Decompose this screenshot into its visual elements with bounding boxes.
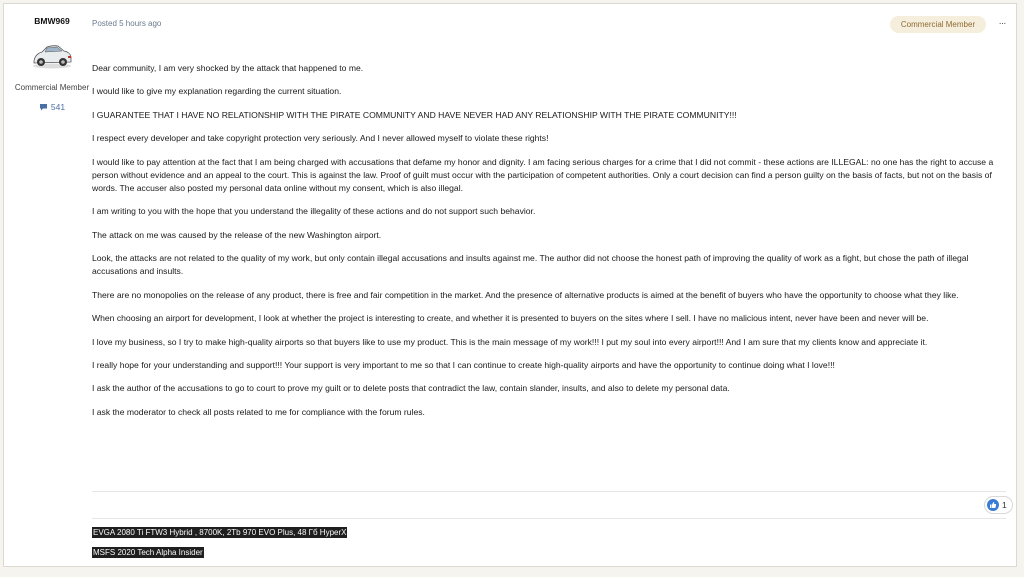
signature-line: MSFS 2020 Tech Alpha Insider bbox=[93, 548, 203, 557]
thumbs-up-icon bbox=[987, 499, 999, 511]
post-paragraph: The attack on me was caused by the release of the new Washington airport. bbox=[92, 229, 382, 240]
post-paragraph: I GUARANTEE THAT I HAVE NO RELATIONSHIP WITH THE PIRATE COMMUNITY AND HAVE NEVER HAD ANY RELATIONSHIP WITH THE PIRATE COMMUNITY!!! bbox=[92, 109, 737, 120]
member-badge: Commercial Member bbox=[890, 16, 986, 33]
more-options-icon[interactable]: ··· bbox=[998, 17, 1006, 29]
speech-bubble-icon bbox=[39, 103, 48, 111]
post-paragraph: I ask the author of the accusations to go to court to prove my guilt or to delete posts that contradict the law, contain slander, insults, and also to delete my personal data. bbox=[92, 383, 730, 394]
post-paragraph: I respect every developer and take copyright protection very seriously. And I never allowed myself to violate these rights! bbox=[92, 133, 549, 144]
content-divider bbox=[92, 491, 1006, 492]
post-paragraph: Dear community, I am very shocked by the attack that happened to me. bbox=[92, 63, 364, 73]
author-name[interactable]: BMW969 bbox=[34, 16, 70, 26]
forum-post bbox=[3, 3, 1017, 567]
post-paragraph: I am writing to you with the hope that you understand the illegality of these actions and do not support such behavior. bbox=[92, 206, 536, 217]
post-paragraph: I really hope for your understanding and support!!! Your support is very important to me so that I can continue to create high-quality airports and have the opportunity to continue doing what I love!!! bbox=[92, 359, 835, 370]
post-paragraph: I ask the moderator to check all posts related to me for compliance with the forum rules. bbox=[92, 406, 425, 417]
post-content bbox=[92, 62, 1006, 429]
post-timestamp[interactable]: Posted 5 hours ago bbox=[92, 19, 162, 28]
post-count[interactable] bbox=[10, 102, 94, 112]
post-paragraph: I love my business, so I try to make high-quality airports so that buyers like to use my product. This is the main message of my work!!! I put my soul into every airport!!! And I am sure that my clients know and appreciate it. bbox=[92, 336, 928, 347]
signature-divider bbox=[92, 518, 1006, 519]
author-role: Commercial Member bbox=[14, 83, 90, 92]
author-panel bbox=[10, 14, 94, 112]
car-avatar[interactable] bbox=[30, 40, 74, 70]
post-paragraph: There are no monopolies on the release of any product, there is free and fair competition in the market. And the presence of alternative products is aimed at the benefit of buyers who have the opportunity to choose what they like. bbox=[92, 289, 959, 300]
reaction-count: 1 bbox=[1002, 500, 1007, 510]
post-paragraph: I would like to give my explanation regarding the current situation. bbox=[92, 86, 342, 97]
post-paragraph: When choosing an airport for development, I look at whether the project is interesting to create, and whether it is presented to buyers on the sites where I sell. I have no malicious intent, never have been and never will be. bbox=[92, 313, 929, 324]
signature-line: EVGA 2080 Ti FTW3 Hybrid , 8700K, 2Tb 970 EVO Plus, 48 Гб HyperX bbox=[93, 528, 347, 537]
post-paragraph: I would like to pay attention at the fact that I am being charged with accusations that defame my honor and dignity. I am facing serious charges for a crime that I did not commit - these actions are ILLEGAL: no one has the right to accuse a person without evidence and an appeal to the court. This is against the law. Proof of guilt must occur with the participation of competent authorities. Only a court decision can find a person guilty on the basis of facts, but not on the basis of words. The accuser also posted my personal data online without my consent, which is also illegal. bbox=[92, 156, 994, 193]
post-paragraph: Look, the attacks are not related to the quality of my work, but only contain illegal accusations and insults against me. The author did not choose the honest path of improving the quality of work as a fight, but chose the path of illegal accusations and insults. bbox=[92, 253, 969, 277]
post-count-value: 541 bbox=[50, 102, 66, 112]
reaction-button[interactable] bbox=[984, 496, 1013, 514]
